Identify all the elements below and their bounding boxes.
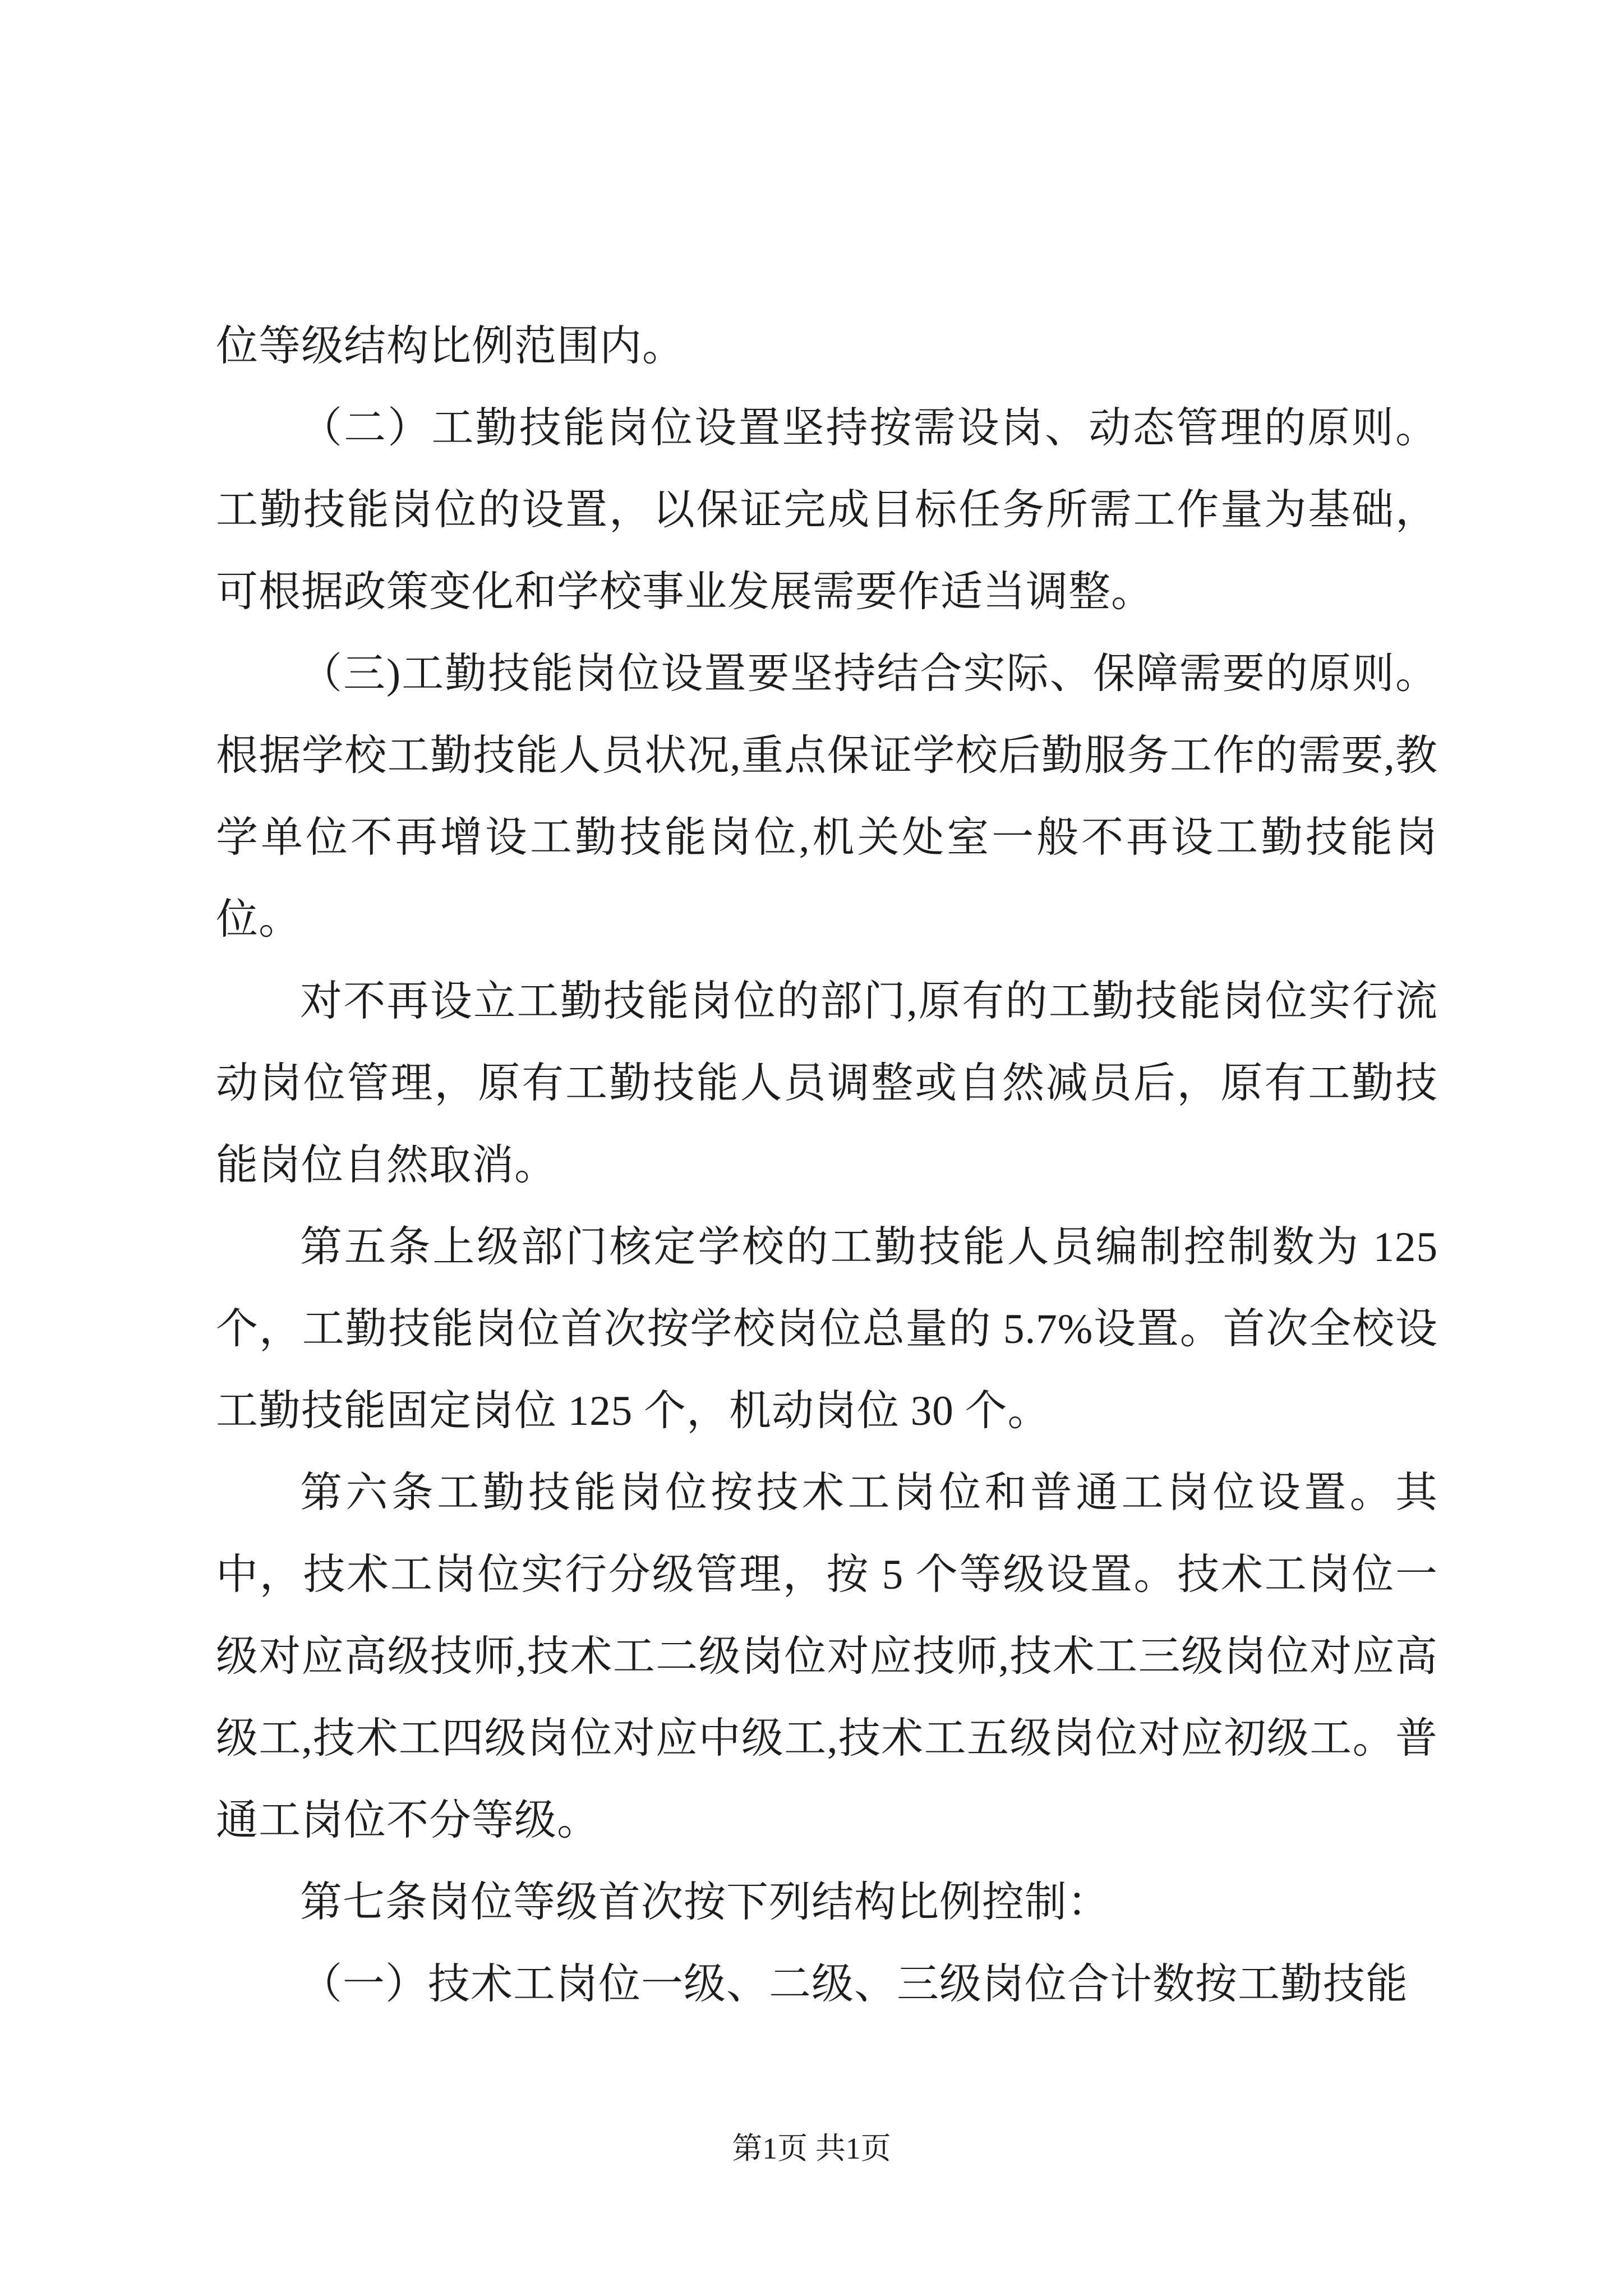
paragraph-continuation: 位等级结构比例范围内。 [216, 323, 685, 370]
paragraph-article-5: 第五条上级部门核定学校的工勤技能人员编制控制数为 125 个，工勤技能岗位首次按学校岗位总量的 5.7%设置。首次全校设工勤技能固定岗位 125 个，机动岗位 30 个。 [216, 1224, 1438, 1434]
paragraph-item-2: （二）工勤技能岗位设置坚持按需设岗、动态管理的原则。工勤技能岗位的设置，以保证完成目标任务所需工作量为基础，可根据政策变化和学校事业发展需要作适当调整。 [216, 405, 1438, 615]
document-body [216, 306, 1438, 2128]
paragraph-item-1: （一）技术工岗位一级、二级、三级岗位合计数按工勤技能 [300, 1961, 1409, 2008]
paragraph-article-6: 第六条工勤技能岗位按技术工岗位和普通工岗位设置。其中，技术工岗位实行分级管理，按 5 个等级设置。技术工岗位一级对应高级技师,技术工二级岗位对应技师,技术工三级岗位对应高级工,技术工四级岗位对应中级工,技术工五级岗位对应初级工。普通工岗位不分等级。 [216, 1470, 1438, 1844]
page-number-footer: 第1页 共1页 [732, 2132, 891, 2165]
paragraph-flow-posts: 对不再设立工勤技能岗位的部门,原有的工勤技能岗位实行流动岗位管理，原有工勤技能人员调整或自然减员后，原有工勤技能岗位自然取消。 [216, 978, 1438, 1189]
paragraph-article-7: 第七条岗位等级首次按下列结构比例控制： [300, 1879, 1110, 1926]
paragraph-item-3: （三)工勤技能岗位设置要坚持结合实际、保障需要的原则。根据学校工勤技能人员状况,重点保证学校后勤服务工作的需要,教学单位不再增设工勤技能岗位,机关处室一般不再设工勤技能岗位。 [216, 651, 1438, 943]
